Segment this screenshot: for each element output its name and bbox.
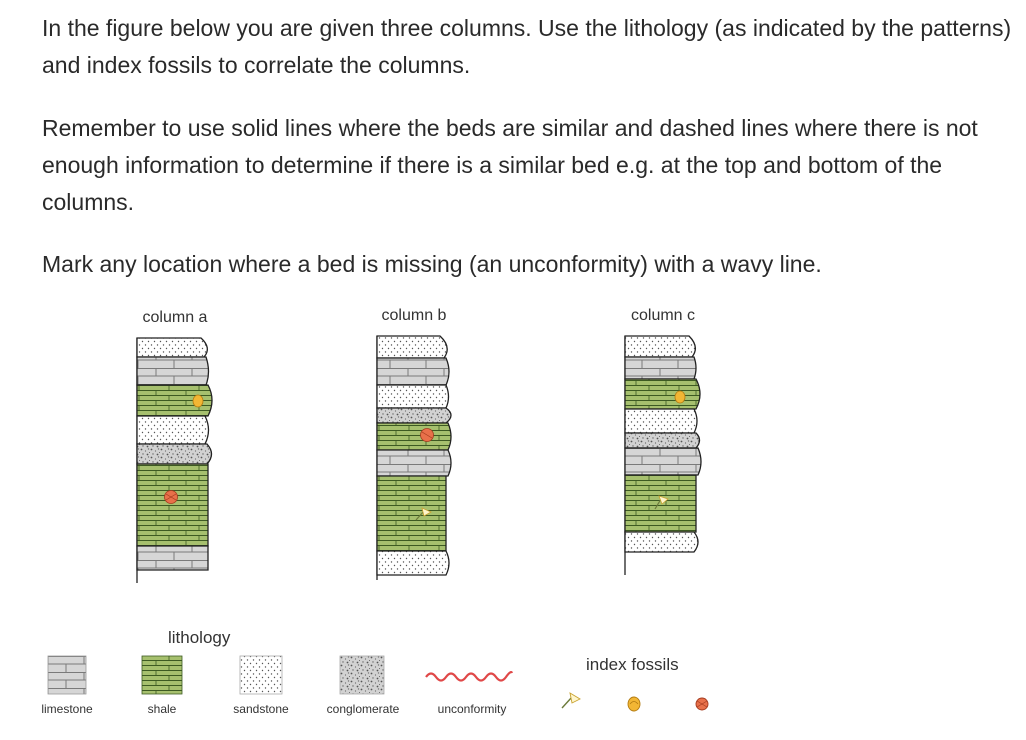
fossil-sphere-icon xyxy=(421,429,434,442)
legend-sandstone-label: sandstone xyxy=(233,702,289,716)
legend-fossil-plant-icon xyxy=(562,693,580,708)
column-a-bed-limestone xyxy=(137,357,209,385)
column-a xyxy=(137,338,212,583)
column-a-title: column a xyxy=(142,309,208,326)
legend-unconformity xyxy=(426,672,512,716)
column-b-bed-conglomerate xyxy=(377,408,451,423)
column-b-bed-sandstone-top xyxy=(377,336,447,358)
column-b-bed-shale-lower xyxy=(377,476,446,551)
column-b-bed-sandstone xyxy=(377,385,449,408)
legend-lithology-title: lithology xyxy=(168,628,231,647)
column-c-title: column c xyxy=(630,307,696,324)
conglomerate-swatch xyxy=(340,656,384,694)
column-c-bed-limestone-upper xyxy=(625,357,696,379)
legend-conglomerate-label: conglomerate xyxy=(326,702,400,716)
fossil-shell-icon xyxy=(193,395,203,407)
legend-limestone xyxy=(41,656,93,716)
unconformity-wavy-line-icon xyxy=(426,672,512,680)
legend-fossils-title: index fossils xyxy=(586,655,679,674)
sandstone-swatch xyxy=(240,656,282,694)
legend-shale-label: shale xyxy=(147,702,177,716)
column-b-bed-shale-upper xyxy=(377,423,451,450)
column-c-bed-sandstone-bottom xyxy=(625,532,698,552)
column-b-bed-sandstone-bottom xyxy=(377,551,449,575)
legend-fossil-shell-icon xyxy=(628,697,640,711)
column-c-bed-shale-lower xyxy=(625,475,696,532)
legend-limestone-label: limestone xyxy=(41,702,93,716)
instruction-paragraph-2: Remember to use solid lines where the beds are similar and dashed lines where there is not enough information to determine if there is a similar bed e.g. at the top and bottom of the columns. xyxy=(42,115,978,215)
column-c-bed-limestone-lower xyxy=(625,448,701,475)
legend-fossil-sphere-icon xyxy=(696,698,708,710)
limestone-swatch xyxy=(48,656,86,694)
legend-shale xyxy=(142,656,182,716)
column-c-bed-sandstone xyxy=(625,409,697,433)
column-a-bed-sandstone xyxy=(137,416,209,444)
column-a-bed-limestone-bottom xyxy=(137,546,208,570)
legend-conglomerate xyxy=(327,656,400,716)
fossil-shell-icon xyxy=(675,391,685,403)
column-c-bed-shale-upper xyxy=(625,379,700,409)
column-c-bed-sandstone-top xyxy=(625,336,695,357)
shale-swatch xyxy=(142,656,182,694)
column-b-bed-limestone-upper xyxy=(377,358,449,385)
instruction-paragraph-1: In the figure below you are given three columns. Use the lithology (as indicated by the patterns) and index fossils to correlate the columns. xyxy=(42,15,1012,78)
column-b-bed-limestone-lower xyxy=(377,450,451,476)
column-b xyxy=(377,336,451,580)
instruction-paragraph-3: Mark any location where a bed is missing (an unconformity) with a wavy line. xyxy=(42,251,822,277)
legend-unconformity-label: unconformity xyxy=(437,702,507,716)
column-a-bed-sandstone-top xyxy=(137,338,207,357)
legend-sandstone xyxy=(233,656,289,716)
stratigraphic-columns-figure xyxy=(0,290,1026,740)
column-c xyxy=(625,336,701,575)
column-a-bed-shale-lower xyxy=(137,464,208,546)
column-a-bed-conglomerate xyxy=(137,444,212,464)
column-c-bed-conglomerate xyxy=(625,433,700,448)
fossil-sphere-icon xyxy=(165,491,178,504)
column-b-title: column b xyxy=(381,307,447,324)
